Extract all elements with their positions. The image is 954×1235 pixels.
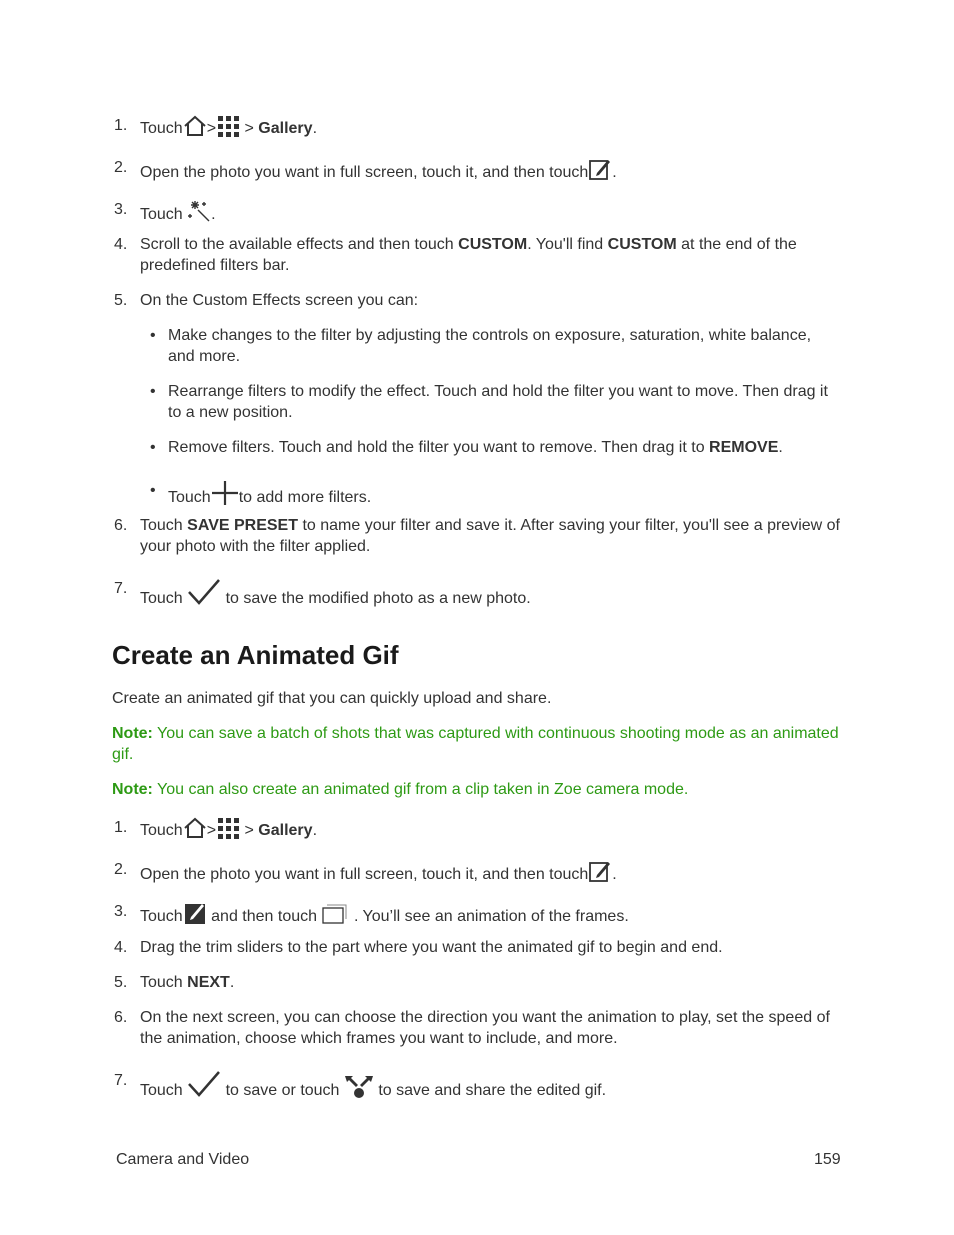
apps-grid-icon [216, 115, 240, 137]
note-text: You can also create an animated gif from a clip taken in Zoe camera mode. [157, 781, 689, 798]
bullet-dot: • [150, 439, 156, 456]
step-number: 5. [114, 292, 128, 309]
remove-label: REMOVE [709, 439, 779, 456]
step-number: 4. [114, 939, 128, 956]
frames-icon [321, 903, 349, 925]
save-preset-label: SAVE PRESET [187, 517, 298, 534]
bullet-text-post: to add more filters. [238, 489, 372, 506]
step-text-pre: Scroll to the available effects and then touch [140, 236, 454, 253]
custom-label: CUSTOM [607, 236, 677, 253]
step-text [140, 859, 840, 885]
bullet-text-pre: Remove filters. Touch and hold the filter you want to remove. Then drag it to [168, 439, 705, 456]
note-text: You can save a batch of shots that was captured with continuous shooting mode as an animated gif. [112, 725, 839, 763]
step-text: On the Custom Effects screen you can: [140, 292, 419, 309]
plus-icon [211, 480, 239, 506]
step-text-post: to save and share the edited gif. [378, 1082, 607, 1099]
bullet-dot: • [150, 327, 156, 344]
note [112, 779, 842, 800]
edit-icon [588, 859, 612, 883]
step-text [140, 234, 840, 276]
edit-icon [183, 901, 207, 925]
step-text-pre: Touch [140, 822, 183, 839]
step-text: Drag the trim sliders to the part where you want the animated gif to begin and end. [140, 939, 723, 956]
section-heading: Create an Animated Gif [112, 640, 399, 670]
magic-wand-icon [187, 199, 211, 223]
punctuation: . [612, 164, 617, 181]
step-number: 6. [114, 517, 128, 534]
step-text [140, 157, 840, 183]
gallery-label: Gallery [258, 822, 313, 839]
step-text-mid: . You'll find [527, 236, 604, 253]
home-icon [183, 115, 207, 137]
punctuation: . [229, 974, 235, 991]
step-text-pre: Open the photo you want in full screen, touch it, and then touch [140, 866, 589, 883]
apps-grid-icon [216, 817, 240, 839]
punctuation: . [612, 866, 617, 883]
step-number: 1. [114, 819, 128, 836]
step-text-pre: Touch [140, 517, 183, 534]
step-number: 2. [114, 861, 128, 878]
checkmark-icon [187, 1070, 221, 1098]
punctuation: . [312, 822, 318, 839]
step-number: 3. [114, 201, 128, 218]
note [112, 723, 842, 765]
step-text [140, 578, 840, 609]
bullet-text-pre: Touch [168, 489, 211, 506]
step-text [140, 199, 840, 225]
punctuation: . [211, 206, 216, 223]
bullet-dot: • [150, 383, 156, 400]
footer-section-title: Camera and Video [116, 1151, 250, 1168]
step-text-post: to name your filter and save it. After saving your filter, you'll see a preview of your photo with the filter applied. [140, 517, 840, 555]
punctuation: . [312, 120, 318, 137]
separator: > [206, 822, 217, 839]
step-text-pre: Touch [140, 206, 183, 223]
step-number: 7. [114, 1072, 128, 1089]
section-intro: Create an animated gif that you can quickly upload and share. [112, 690, 552, 707]
step-text [140, 901, 840, 927]
step-number: 4. [114, 236, 128, 253]
step-text-pre: Touch [140, 590, 183, 607]
step-text-pre: Open the photo you want in full screen, touch it, and then touch [140, 164, 589, 181]
step-text [140, 515, 840, 557]
bullet-dot: • [150, 482, 156, 499]
bullet-text [168, 480, 838, 508]
step-text [140, 115, 840, 139]
step-number: 3. [114, 903, 128, 920]
step-text-mid: and then touch [211, 908, 318, 925]
separator: > [244, 822, 254, 839]
step-text-pre: Touch [140, 120, 183, 137]
note-label: Note: [112, 725, 153, 742]
next-label: NEXT [187, 974, 230, 991]
edit-icon [588, 157, 612, 181]
bullet-text: Rearrange filters to modify the effect. Touch and hold the filter you want to move. Then drag it to a new position. [168, 383, 828, 421]
step-text [140, 972, 840, 993]
step-number: 1. [114, 117, 128, 134]
step-text-post: to save the modified photo as a new photo. [225, 590, 531, 607]
step-text-pre: Touch [140, 974, 183, 991]
note-label: Note: [112, 781, 153, 798]
punctuation: . [778, 439, 783, 456]
step-text-post: . You’ll see an animation of the frames. [353, 908, 629, 925]
page-number: 159 [814, 1151, 841, 1168]
separator: > [206, 120, 217, 137]
step-number: 6. [114, 1009, 128, 1026]
home-icon [183, 817, 207, 839]
separator: > [244, 120, 254, 137]
step-text-pre: Touch [140, 908, 183, 925]
checkmark-icon [187, 578, 221, 606]
step-number: 7. [114, 580, 128, 597]
step-text [140, 1070, 840, 1101]
step-text [140, 817, 840, 841]
custom-label: CUSTOM [458, 236, 528, 253]
step-number: 5. [114, 974, 128, 991]
step-number: 2. [114, 159, 128, 176]
step-text: On the next screen, you can choose the direction you want the animation to play, set the speed of the animation, choose which frames you want to include, and more. [140, 1009, 830, 1047]
step-text-pre: Touch [140, 1082, 183, 1099]
bullet-text [168, 437, 838, 458]
step-text-mid: to save or touch [225, 1082, 340, 1099]
bullet-text: Make changes to the filter by adjusting the controls on exposure, saturation, white balance, and more. [168, 327, 812, 365]
gallery-label: Gallery [258, 120, 313, 137]
share-icon [344, 1073, 374, 1099]
step-text-post: at the end of the predefined filters bar. [140, 236, 797, 274]
